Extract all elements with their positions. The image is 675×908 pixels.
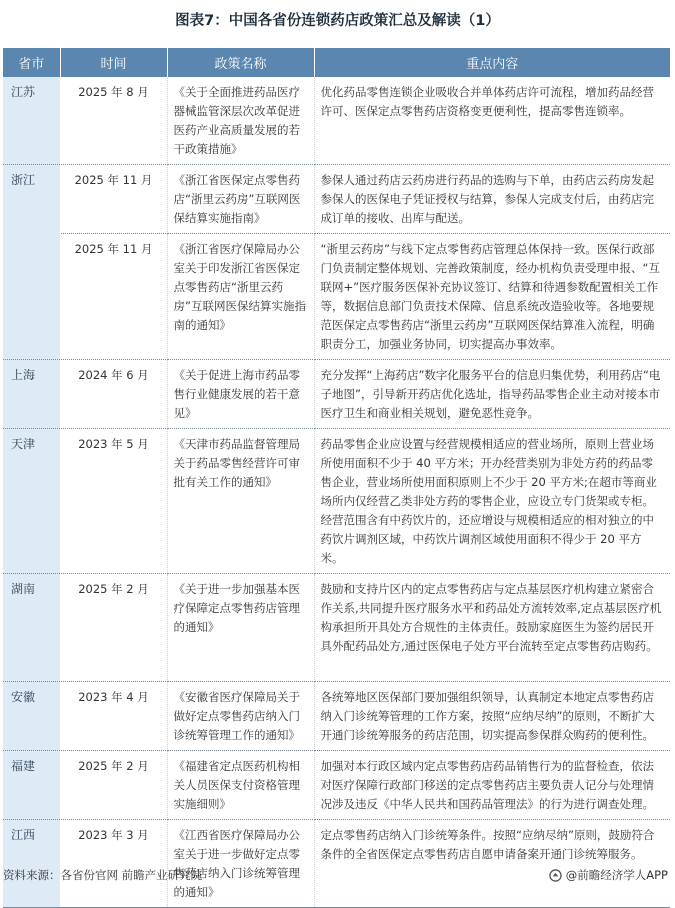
header-content: 重点内容 — [314, 48, 670, 77]
province-cell: 天津 — [3, 429, 60, 574]
time-cell: 2023 年 4 月 — [60, 682, 167, 751]
table-header-row — [3, 48, 670, 77]
policy-cell: 《浙江省医保定点零售药店“浙里云药房”互联网医保结算实施指南》 — [167, 165, 314, 234]
policy-cell: 《江西省医疗保障局办公室关于进一步做好定点零售药店纳入门诊统筹管理的通知》 — [167, 820, 314, 908]
brand-logo-icon — [549, 869, 562, 882]
brand-credit — [549, 867, 668, 883]
table-row — [3, 751, 670, 820]
policy-cell: 《关于促进上海市药品零售行业健康发展的若干意见》 — [167, 360, 314, 429]
header-province: 省市 — [3, 48, 60, 77]
time-cell: 2025 年 2 月 — [60, 751, 167, 820]
province-cell: 江苏 — [3, 77, 60, 165]
time-cell: 2023 年 3 月 — [60, 820, 167, 908]
table-row — [3, 429, 670, 574]
content-cell: 参保人通过药店云药房进行药品的选购与下单，由药店云药房发起参保人的医保电子凭证授权与结算，参保人完成支付后，由药店完成订单的接收、出库与配送。 — [314, 165, 670, 234]
table-row — [3, 234, 670, 360]
province-cell: 湖南 — [3, 574, 60, 682]
content-cell: 药品零售企业应设置与经营规模相适应的营业场所，原则上营业场所使用面积不少于 40 平方米；开办经营类别为非处方药的药品零售企业，营业场所使用面积原则上不少于 20 平方米;在超市等商业场所内仅经营乙类非处方药的零售企业，应设立专门货架或专柜。经营范围含有中药饮片的，还应增设与规模相适应的相对独立的中药饮片调剂区域，中药饮片调剂区域使用面积不得少于 20 平方米。 — [314, 429, 670, 574]
time-cell: 2024 年 6 月 — [60, 360, 167, 429]
content-cell: “浙里云药房”与线下定点零售药店管理总体保持一致。医保行政部门负责制定整体规划、完善政策制度，经办机构负责受理申报、“互联网+”医疗服务医保补充协议签订、结算和待遇参数配置相关工作等，数据信息部门负责技术保障、信息系统改造验收等。各地要规范医保定点零售药店“浙里云药房”互联网医保结算准入流程，明确职责分工，加强业务协同，切实提高办事效率。 — [314, 234, 670, 360]
province-cell: 上海 — [3, 360, 60, 429]
time-cell: 2023 年 5 月 — [60, 429, 167, 574]
content-cell: 充分发挥“上海药店”数字化服务平台的信息归集优势，利用药店“电子地图”，引导新开药店优化选址，指导药品零售企业主动对接本市医疗卫生和商业相关规划，避免恶性竞争。 — [314, 360, 670, 429]
policy-cell: 《天津市药品监督管理局关于药品零售经营许可审批有关工作的通知》 — [167, 429, 314, 574]
header-policy: 政策名称 — [167, 48, 314, 77]
time-cell: 2025 年 11 月 — [60, 234, 167, 360]
time-cell: 2025 年 2 月 — [60, 574, 167, 682]
province-cell: 安徽 — [3, 682, 60, 751]
policy-cell: 《关于全面推进药品医疗器械监管深层次改革促进医药产业高质量发展的若干政策措施》 — [167, 77, 314, 165]
content-cell: 优化药品零售连锁企业吸收合并单体药店许可流程，增加药品经营许可、医保定点零售药店资格变更便利性，提高零售连锁率。 — [314, 77, 670, 165]
time-cell: 2025 年 11 月 — [60, 165, 167, 234]
source-note: 资料来源：各省份官网 前瞻产业研究院 — [3, 868, 203, 882]
province-cell: 江西 — [3, 820, 60, 908]
footer — [3, 865, 670, 887]
table-row — [3, 820, 670, 908]
province-cell: 浙江 — [3, 165, 60, 360]
content-cell: 加强对本行政区域内定点零售药店药品销售行为的监督检查，依法对医疗保障行政部门移送的定点零售药店主要负责人记分与处理情况涉及违反《中华人民共和国药品管理法》的行为进行调查处理。 — [314, 751, 670, 820]
content-cell: 各统筹地区医保部门要加强组织领导，认真制定本地定点零售药店纳入门诊统筹管理的工作方案，按照“应纳尽纳”的原则，不断扩大开通门诊统筹服务的药店范围，切实提高参保群众购药的便利性。 — [314, 682, 670, 751]
policy-cell: 《浙江省医疗保障局办公室关于印发浙江省医保定点零售药店“浙里云药房”互联网医保结算实施指南的通知》 — [167, 234, 314, 360]
policy-cell: 《关于进一步加强基本医疗保障定点零售药店管理的通知》 — [167, 574, 314, 682]
policy-cell: 《福建省定点医药机构相关人员医保支付资格管理实施细则》 — [167, 751, 314, 820]
header-time: 时间 — [60, 48, 167, 77]
table-row — [3, 682, 670, 751]
brand-text: @前瞻经济学人APP — [565, 868, 668, 882]
table-row — [3, 574, 670, 682]
policy-cell: 《安徽省医疗保障局关于做好定点零售药店纳入门诊统筹管理工作的通知》 — [167, 682, 314, 751]
table-row — [3, 360, 670, 429]
chart-title: 图表7：中国各省份连锁药店政策汇总及解读（1） — [175, 13, 500, 29]
table-row — [3, 165, 670, 234]
content-cell: 鼓励和支持片区内的定点零售药店与定点基层医疗机构建立紧密合作关系,共同提升医疗服务水平和药品处方流转效率,定点基层医疗机构承担所开具处方合规性的主体责任。鼓励家庭医生为签约居民开具外配药品处方,通过医保电子处方平台流转至定点零售药店购药。 — [314, 574, 670, 682]
content-cell: 定点零售药店纳入门诊统筹条件。按照“应纳尽纳”原则，鼓励符合条件的全省医保定点零售药店自愿申请备案开通门诊统筹服务。 — [314, 820, 670, 908]
province-cell: 福建 — [3, 751, 60, 820]
time-cell: 2025 年 8 月 — [60, 77, 167, 165]
policy-table — [3, 48, 670, 908]
table-row — [3, 77, 670, 165]
